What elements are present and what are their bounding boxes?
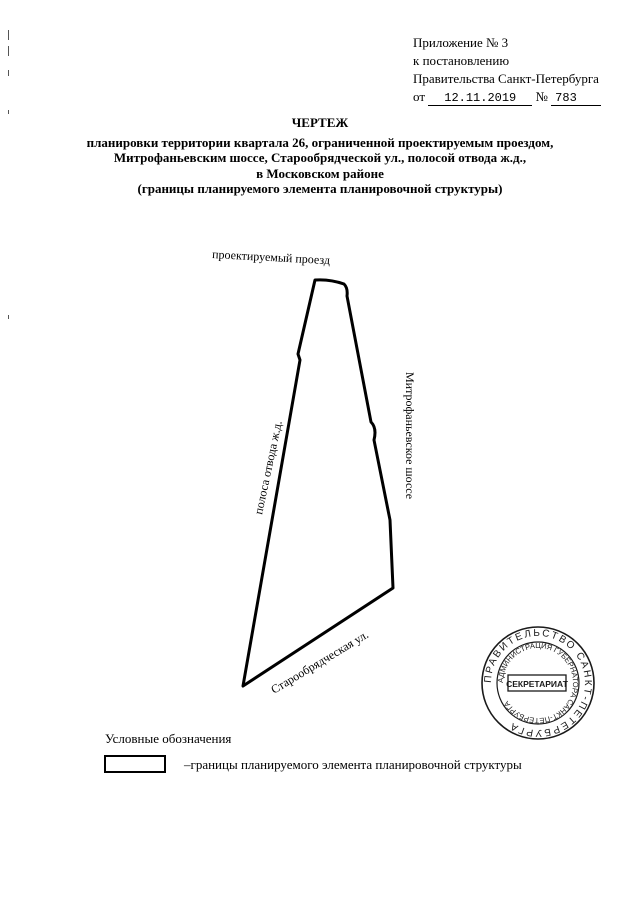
- appendix-line-3: Правительства Санкт-Петербурга: [413, 71, 599, 86]
- appendix-line-1: Приложение № 3: [413, 35, 509, 50]
- official-seal: [482, 627, 594, 739]
- number-prefix: №: [535, 89, 548, 104]
- seal-center-text: СЕКРЕТАРИАТ: [506, 679, 568, 689]
- legend-title: Условные обозначения: [105, 731, 232, 746]
- date-prefix: от: [413, 89, 426, 104]
- label-mitrofanevskoe-highway: Митрофаньевское шоссе: [403, 372, 417, 500]
- label-railway-strip: полоса отвода ж.д.: [251, 419, 285, 516]
- seal-inner-text: АДМИНИСТРАЦИЯ ГУБЕРНАТОРА САНКТ-ПЕТЕРБУРГА: [495, 640, 581, 726]
- label-staroobryadcheskaya-street: Старообрядческая ул.: [268, 627, 371, 697]
- appendix-line-2: к постановлению: [413, 53, 510, 68]
- title-line-2: Митрофаньевским шоссе, Старообрядческой ул., полосой отвода ж.д.,: [113, 150, 527, 165]
- legend-item-label: –границы планируемого элемента планировочной структуры: [184, 757, 522, 772]
- title-line-3: в Московском районе: [256, 165, 384, 181]
- seal-outer-text: ПРАВИТЕЛЬСТВО САНКТ-ПЕТЕРБУРГА: [482, 627, 594, 739]
- legend-boundary-swatch: [104, 755, 166, 773]
- label-projected-passage: проектируемый проезд: [211, 247, 331, 268]
- title-line-1: планировки территории квартала 26, ограниченной проектируемым проездом,: [86, 134, 554, 150]
- decree-number: 783: [551, 91, 601, 106]
- title-heading: ЧЕРТЕЖ: [291, 115, 349, 130]
- title-line-4: (границы планируемого элемента планировочной структуры): [137, 181, 503, 196]
- decree-date: 12.11.2019: [428, 91, 532, 106]
